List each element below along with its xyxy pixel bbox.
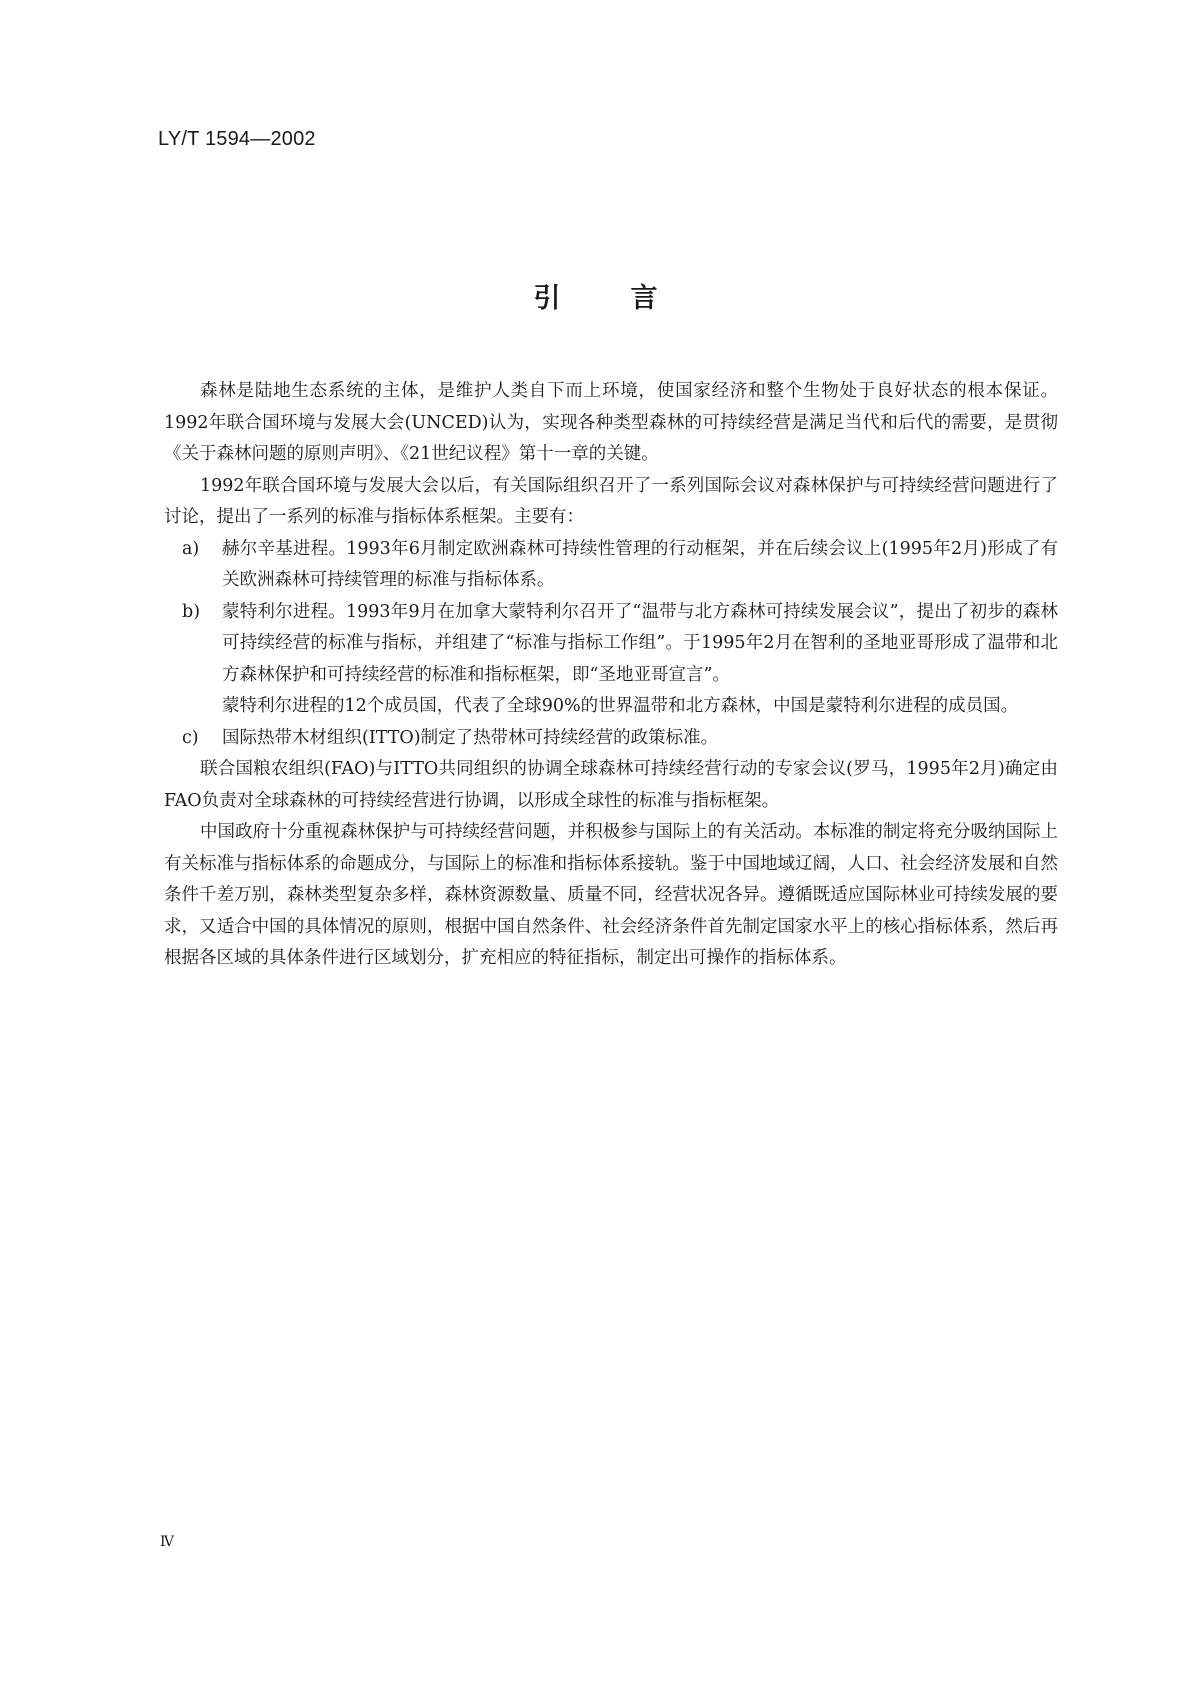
list-item-a-text: 赫尔辛基进程。1993年6月制定欧洲森林可持续性管理的行动框架，并在后续会议上(1995年2月)形成了有关欧洲森林可持续管理的标准与指标体系。 [222,538,1058,590]
list-item-b-subparagraph: 蒙特利尔进程的12个成员国，代表了全球90%的世界温带和北方森林，中国是蒙特利尔进程的成员国。 [222,696,1019,716]
list-item-a [164,534,1058,597]
list-item-b [164,597,1058,692]
list-marker-c: c) [182,727,199,748]
paragraph-fao: 联合国粮农组织(FAO)与ITTO共同组织的协调全球森林可持续经营行动的专家会议(罗马，1995年2月)确定由FAO负责对全球森林的可持续经营进行协调，以形成全球性的标准与指标框架。 [164,759,1058,811]
list-marker-b: b) [182,601,201,622]
list-marker-a: a) [182,538,200,559]
list-item-b-text: 蒙特利尔进程。1993年9月在加拿大蒙特利尔召开了“温带与北方森林可持续发展会议”，提出了初步的森林可持续经营的标准与指标，并组建了“标准与指标工作组”。于1995年2月在智利的圣地亚哥形成了温带和北方森林保护和可持续经营的标准和指标框架，即“圣地亚哥宣言”。 [222,601,1058,685]
paragraph-intro: 森林是陆地生态系统的主体，是维护人类自下而上环境，使国家经济和整个生物处于良好状态的根本保证。1992年联合国环境与发展大会(UNCED)认为，实现各种类型森林的可持续经营是满足当代和后代的需要，是贯彻《关于森林问题的原则声明》、《21世纪议程》第十一章的关键。 [164,381,1058,464]
document-body [164,376,1058,975]
page-title: 引言 [533,283,728,314]
list-item-c-text: 国际热带木材组织(ITTO)制定了热带林可持续经营的政策标准。 [222,727,719,748]
paragraph-conferences: 1992年联合国环境与发展大会以后，有关国际组织召开了一系列国际会议对森林保护与可持续经营问题进行了讨论，提出了一系列的标准与指标体系框架。主要有： [164,475,1058,527]
page-number: Ⅳ [160,1534,174,1550]
paragraph-china: 中国政府十分重视森林保护与可持续经营问题，并积极参与国际上的有关活动。本标准的制定将充分吸纳国际上有关标准与指标体系的命题成分，与国际上的标准和指标体系接轨。鉴于中国地域辽阔，人口、社会经济发展和自然条件千差万别，森林类型复杂多样，森林资源数量、质量不同，经营状况各异。遵循既适应国际林业可持续发展的要求，又适合中国的具体情况的原则，根据中国自然条件、社会经济条件首先制定国家水平上的核心指标体系，然后再根据各区域的具体条件进行区域划分，扩充相应的特征指标，制定出可操作的指标体系。 [164,822,1058,968]
standard-code: LY/T 1594—2002 [158,128,316,150]
list-item-c [164,723,1058,755]
